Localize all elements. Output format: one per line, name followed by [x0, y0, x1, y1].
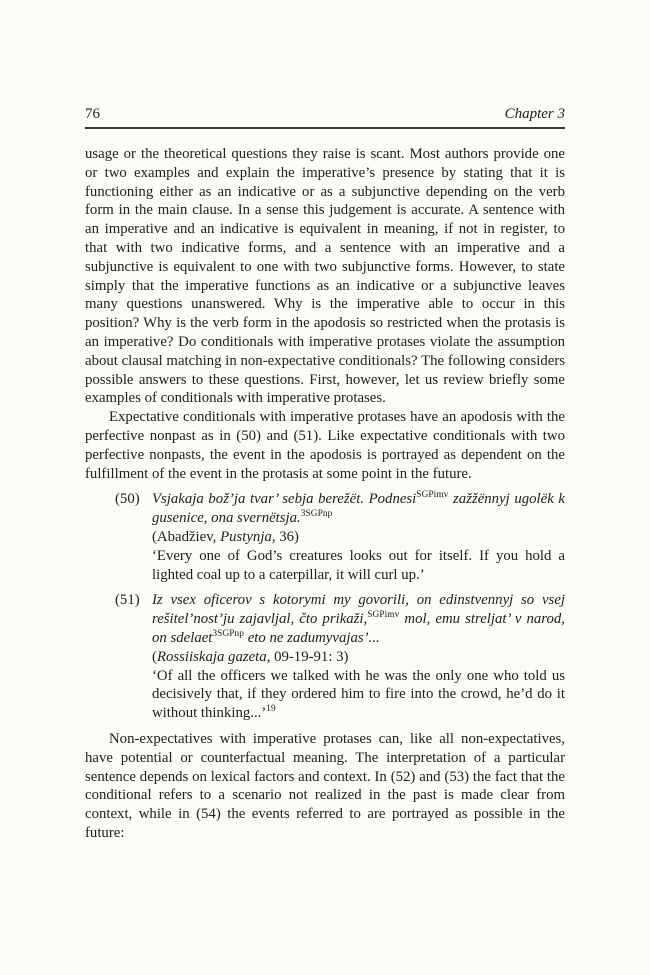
example-body [152, 591, 565, 723]
gloss-superscript: 3SGPnp [300, 508, 333, 519]
translation-text: ‘Of all the officers we talked with he was the only one who told us decisively that, if they ordered him to fire into the crowd, he’d do it without thinking...’ [152, 667, 565, 722]
page-body [85, 129, 565, 843]
page-header [85, 106, 565, 129]
citation-paren: ( [152, 648, 157, 665]
example-body [152, 490, 565, 584]
example-translation [152, 667, 565, 723]
page-content [85, 106, 565, 843]
example-number: (50) [115, 491, 140, 508]
example-source-text [152, 591, 565, 647]
citation-work: Rossiiskaja gazeta [156, 648, 267, 665]
example-russian-italic: mol, emu streljat’ v narod, on sdelaet [152, 611, 566, 646]
example-russian-italic: Vsjakaja bož’ja tvar’ sebja berežët. Podnesi [152, 491, 417, 508]
gloss-superscript: SGPimv [416, 489, 449, 500]
paragraph-continuation: usage or the theoretical questions they raise is scant. Most authors provide one or two examples and explain the imperative’s presence by stating that it is functioning either as an indicative or as a subjunctive depending on the verb form in the main clause. In a sense this judgement is accurate. A sentence with an imperative and an indicative is equivalent in meaning, if not in register, to that with two indicative forms, and a sentence with an imperative and a subjunctive is equivalent to one with two subjunctive forms. However, to state simply that the imperative functions as an indicative or a subjunctive leaves many questions unanswered. Why is the imperative able to occur in this position? Why is the verb form in the apodosis so restricted when the protasis is an imperative? Do conditionals with imperative protases violate the assumption about clausal matching in non-expectative conditionals? The following considers possible answers to these questions. First, however, let us review briefly some examples of conditionals with imperative protases. [85, 146, 565, 407]
example-translation: ‘Every one of God’s creatures looks out for itself. If you hold a lighted coal up to a caterpillar, it will curl up.’ [152, 547, 565, 583]
paragraph-nonexpectative: Non-expectatives with imperative protases can, like all non-expectatives, have potential or counterfactual meaning. The interpretation of a particular sentence depends on lexical factors and context. In (52) and (53) the fact that the conditional refers to a scenario not realized in the past is made clear from context, while in (54) the events referred to are portrayed as possible in the future: [85, 730, 565, 841]
example-51 [115, 591, 565, 723]
citation-work: Pustynja [220, 528, 272, 545]
example-russian-italic: zažžënnyj ugolëk k gusenice, ona svernëtsja. [152, 491, 565, 527]
citation-author: (Abadžiev, [152, 528, 221, 545]
example-citation [152, 528, 565, 547]
paragraph-expectative: Expectative conditionals with imperative protases have an apodosis with the perfective nonpast as in (50) and (51). Like expectative conditionals with two perfective nonpasts, the event in the apodosis is portrayed as dependent on the fulfillment of the event in the protasis at some point in the future. [85, 409, 565, 482]
gloss-superscript: 3SGPnp [212, 628, 245, 639]
footnote-reference: 19 [266, 703, 276, 714]
example-russian-italic: eto ne zadumyvajas’... [244, 629, 380, 646]
example-number: (51) [115, 592, 140, 609]
example-russian-italic: Iz vsex oficerov s kotorymi my govorili, on edinstvennyj so vsej rešitel’nost’ju zajavljal, čto prikaži, [152, 592, 565, 628]
example-citation [152, 648, 565, 667]
example-50 [115, 490, 565, 584]
example-source-text [152, 490, 565, 528]
gloss-superscript: SGPimv [367, 609, 400, 620]
citation-page: , 09-19-91: 3) [266, 648, 349, 665]
citation-page: , 36) [271, 528, 299, 545]
page-number: 76 [85, 106, 100, 122]
chapter-title: Chapter 3 [504, 106, 565, 122]
